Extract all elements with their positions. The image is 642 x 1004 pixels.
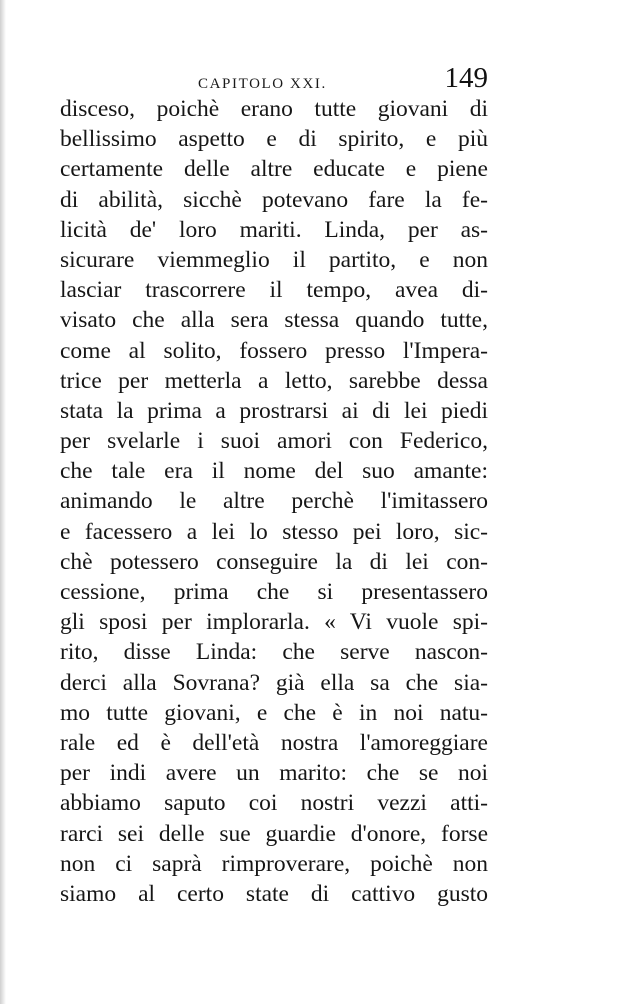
text-line: visato che alla sera stessa quando tutte, xyxy=(60,307,488,334)
text-line: chè potessero conseguire la di lei con- xyxy=(60,548,488,575)
text-line: rito, disse Linda: che serve nascon- xyxy=(60,639,488,666)
text-line: siamo al certo state di cattivo gusto xyxy=(60,880,488,907)
text-line: stata la prima a prostrarsi ai di lei piedi xyxy=(60,397,488,424)
text-line: rarci sei delle sue guardie d'onore, forse xyxy=(60,820,488,847)
text-line: rale ed è dell'età nostra l'amoreggiare xyxy=(60,729,488,756)
text-line: sicurare viemmeglio il partito, e non xyxy=(60,246,488,273)
text-line: e facessero a lei lo stesso pei loro, sic- xyxy=(60,518,488,545)
page-gutter-shadow xyxy=(0,0,6,1004)
text-line: gli sposi per implorarla. « Vi vuole spi- xyxy=(60,609,488,636)
text-line: derci alla Sovrana? già ella sa che sia- xyxy=(60,669,488,696)
chapter-title: CAPITOLO XXI. xyxy=(198,76,327,92)
text-line: animando le altre perchè l'imitassero xyxy=(60,488,488,515)
text-line: trice per metterla a letto, sarebbe dessa xyxy=(60,367,488,394)
text-line: bellissimo aspetto e di spirito, e più xyxy=(60,126,488,153)
text-line: certamente delle altre educate e piene xyxy=(60,156,488,183)
text-line: disceso, poichè erano tutte giovani di xyxy=(60,96,488,122)
body-text xyxy=(60,94,488,909)
text-line: come al solito, fossero presso l'Impera- xyxy=(60,337,488,364)
text-line: mo tutte giovani, e che è in noi natu- xyxy=(60,699,488,726)
text-line: per svelarle i suoi amori con Federico, xyxy=(60,428,488,455)
text-line: per indi avere un marito: che se noi xyxy=(60,760,488,787)
text-line: che tale era il nome del suo amante: xyxy=(60,458,488,485)
text-line: abbiamo saputo coi nostri vezzi atti- xyxy=(60,790,488,817)
text-line: non ci saprà rimproverare, poichè non xyxy=(60,850,488,877)
page-number: 149 xyxy=(444,62,488,94)
text-line: lasciar trascorrere il tempo, avea di- xyxy=(60,277,488,304)
text-line: di abilità, sicchè potevano fare la fe- xyxy=(60,186,488,213)
text-line: licità de' loro mariti. Linda, per as- xyxy=(60,216,488,243)
text-line: cessione, prima che si presentassero xyxy=(60,579,488,605)
